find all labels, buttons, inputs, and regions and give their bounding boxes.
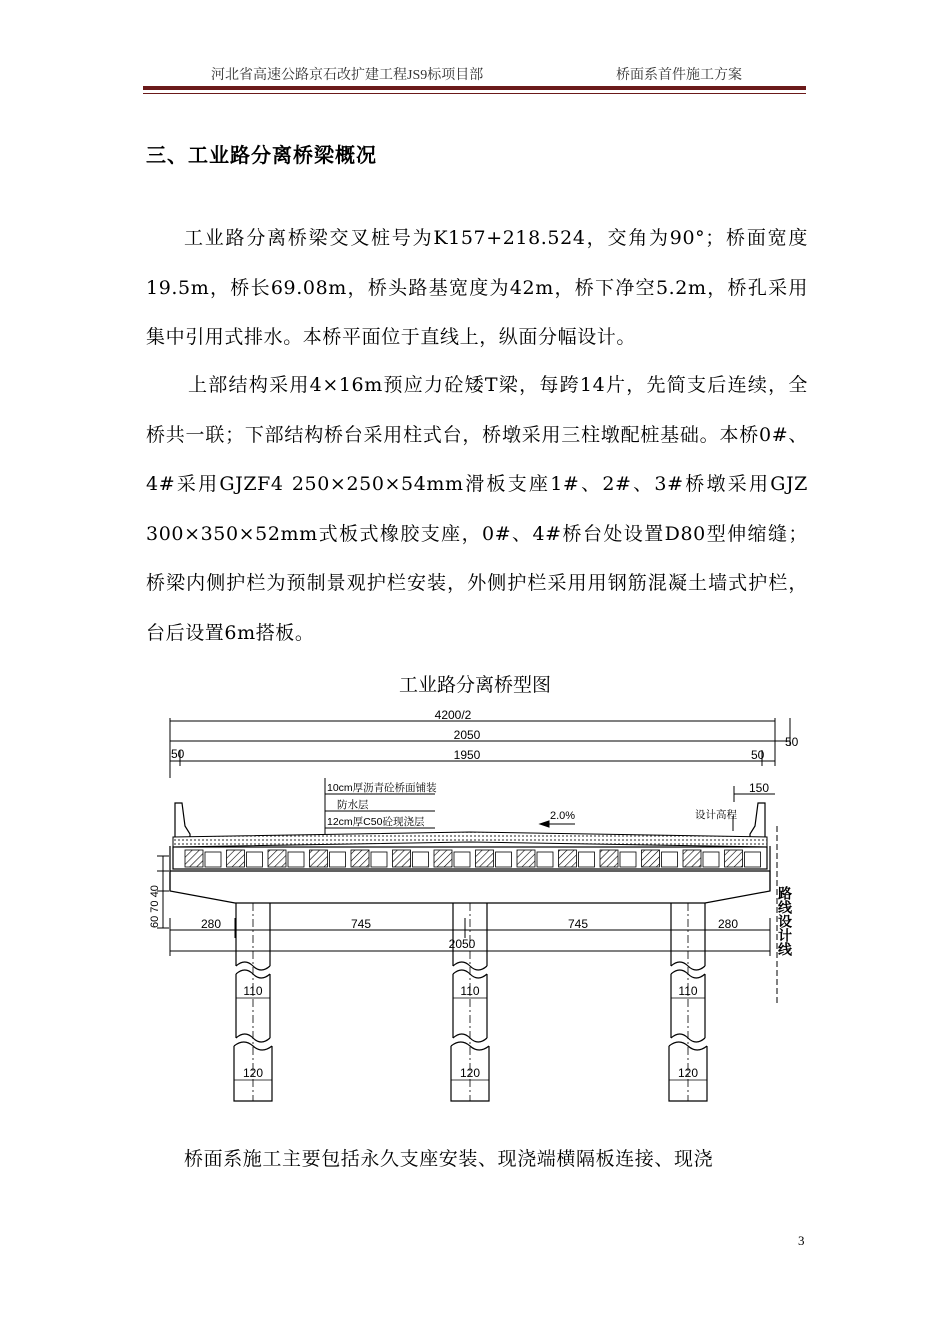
pier-columns: [234, 903, 707, 1101]
figure-caption: 工业路分离桥型图: [398, 674, 551, 696]
pile-diameter-label: 120: [459, 1066, 481, 1080]
page-header: [143, 62, 806, 86]
paragraph-overview: 工业路分离桥梁交叉桩号为K157+218.524，交角为90°；桥面宽度19.5m，桥长69.08m，桥头路基宽度为42m，桥下净空5.2m，桥孔采用集中引用式排水。本桥平面位于直线上，纵面分幅设计。: [146, 227, 808, 348]
t-beam-web: [227, 850, 245, 867]
section-title: 三、工业路分离桥梁概况: [146, 143, 377, 167]
t-beam-web: [476, 850, 494, 867]
t-beam-void: [579, 852, 595, 867]
route-line-label: 路线设计线: [777, 886, 793, 956]
t-beam-void: [205, 852, 221, 867]
page-number: 3: [798, 1233, 805, 1248]
dim-total-label: 4200/2: [434, 708, 472, 722]
span-745-left-label: 745: [350, 917, 372, 931]
t-beam-web: [393, 850, 411, 867]
header-document-title: 桥面系首件施工方案: [616, 68, 742, 83]
pier: [669, 903, 707, 1101]
header-project-name: 河北省高速公路京石改扩建工程JS9标项目部: [211, 68, 484, 83]
t-beam-web: [268, 850, 286, 867]
t-beam-void: [454, 852, 470, 867]
paragraph-deck-construction: 桥面系施工主要包括永久支座安装、现浇端横隔板连接、现浇: [184, 1148, 714, 1170]
t-beam-void: [496, 852, 512, 867]
t-beam-web: [725, 850, 743, 867]
pier: [234, 903, 272, 1101]
t-beam-web: [517, 850, 535, 867]
t-beam-void: [247, 852, 263, 867]
t-beam-void: [288, 852, 304, 867]
dim-50-right-label: 50: [785, 735, 799, 749]
slope-label: 2.0%: [550, 810, 576, 822]
header-rule-thick: [143, 86, 806, 90]
header-rule-thin: [143, 93, 806, 94]
dim-1950-label: 1950: [453, 748, 481, 762]
t-beam-void: [330, 852, 346, 867]
pier: [448, 903, 489, 1101]
t-beam-void: [371, 852, 387, 867]
span-280-left-label: 280: [200, 917, 222, 931]
t-beam-web: [600, 850, 618, 867]
t-beam-void: [745, 852, 761, 867]
bridge-drawing: [145, 706, 810, 1108]
dim-150-label: 150: [749, 781, 770, 795]
t-beam-web: [185, 850, 203, 867]
t-beam-void: [537, 852, 553, 867]
t-beam-void: [703, 852, 719, 867]
layer-concrete-label: 12cm厚C50砼现浇层: [327, 816, 425, 828]
t-beam-web: [351, 850, 369, 867]
dim-50-inner-label: 50: [751, 748, 765, 762]
t-beam-web: [559, 850, 577, 867]
t-beam-web: [642, 850, 660, 867]
dim-50-left-label: 50: [171, 747, 185, 761]
design-elevation-label: 设计高程: [695, 809, 737, 821]
bottom-2050-label: 2050: [448, 937, 476, 951]
span-280-right-label: 280: [717, 917, 739, 931]
t-beam-web: [683, 850, 701, 867]
pile-diameter-label: 120: [677, 1066, 699, 1080]
span-745-right-label: 745: [567, 917, 589, 931]
column-diameter-label: 110: [243, 984, 263, 998]
t-beam-void: [620, 852, 636, 867]
paragraph-structure: 上部结构采用4×16m预应力砼矮T梁，每跨14片，先简支后连续，全桥共一联；下部结构桥台采用柱式台，桥墩采用三柱墩配桩基础。本桥0#、4#采用GJZF4 250×250×54mm滑板支座1#、2#、3#桥墩采用GJZ 300×350×52mm式板式橡胶支座，0#、4#桥台处设置D80型伸缩缝；桥梁内侧护栏为预制景观护栏安装，外侧护栏采用用钢筋混凝土墙式护栏，台后设置6m搭板。: [146, 374, 808, 644]
column-diameter-label: 110: [460, 984, 480, 998]
t-beam-web: [310, 850, 328, 867]
layer-waterproof-label: 防水层: [337, 799, 369, 811]
dim-2050-label: 2050: [453, 728, 481, 742]
t-beam-void: [413, 852, 429, 867]
left-height-dims: 60 70 40: [149, 885, 161, 928]
t-beam-web: [434, 850, 452, 867]
pile-diameter-label: 120: [242, 1066, 264, 1080]
t-beam-void: [662, 852, 678, 867]
column-diameter-label: 110: [678, 984, 698, 998]
layer-asphalt-label: 10cm厚沥青砼桥面铺装: [327, 782, 437, 794]
